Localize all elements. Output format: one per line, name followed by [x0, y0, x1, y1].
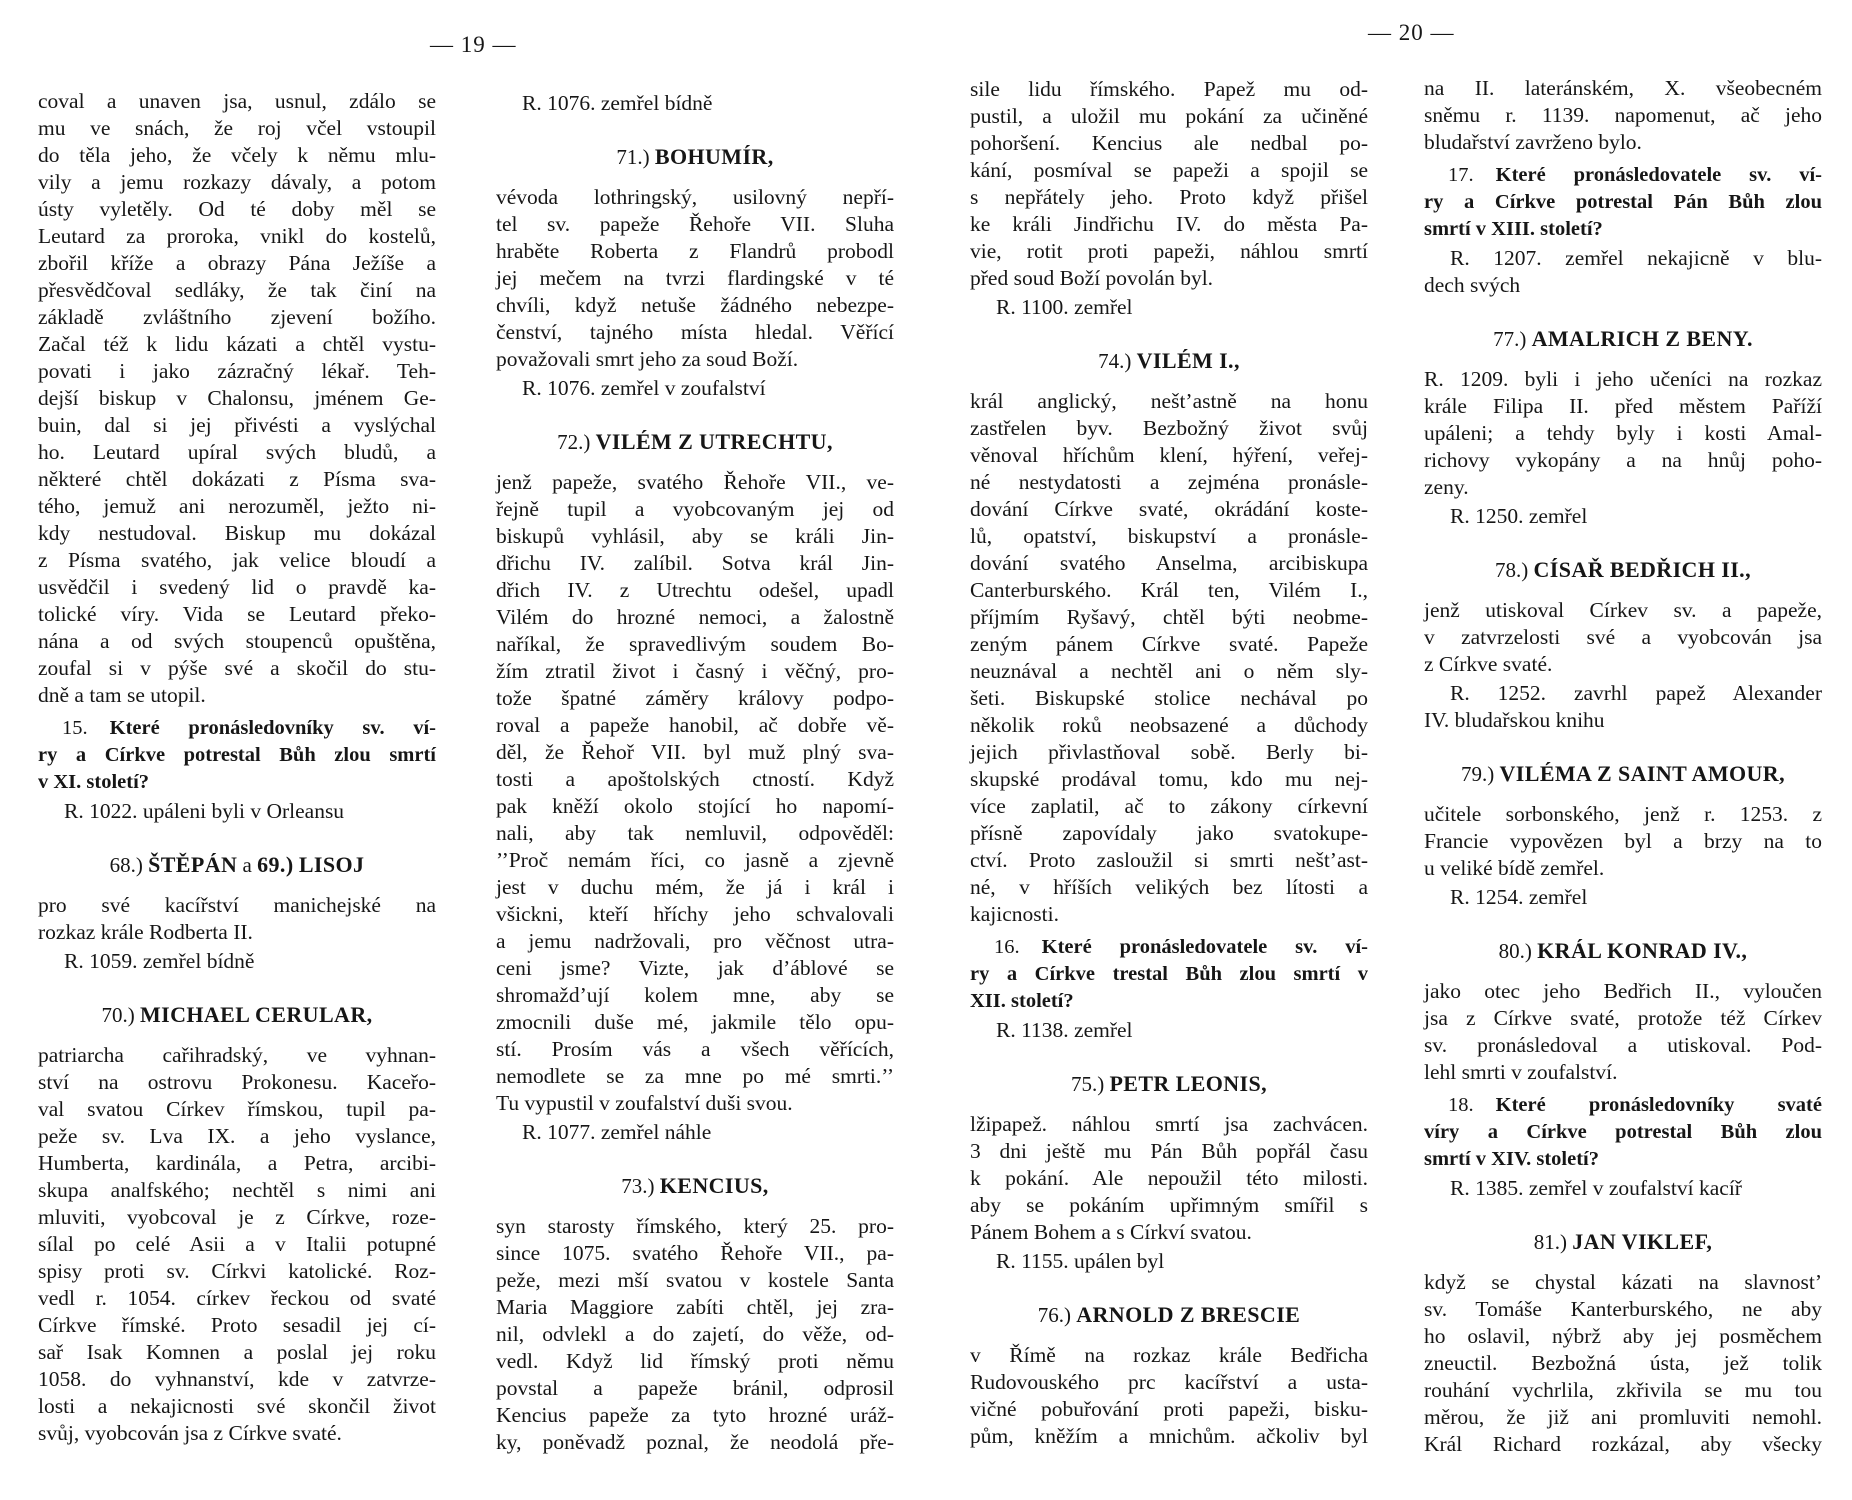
- text-line: jsa z Církve svaté, protože též Církev: [1424, 1006, 1822, 1030]
- entry-name: VILÉMA Z SAINT AMOUR,: [1499, 761, 1785, 786]
- paragraph: [496, 1213, 894, 1456]
- text-line: Začal též k lidu kázati a chtěl vystu-: [38, 332, 436, 356]
- text-line: IV. bludařskou knihu: [1424, 708, 1605, 732]
- text-line: zoufal si v pýše své a skočil do stu-: [38, 656, 436, 680]
- text-line: dřichu IV. zalíbil. Sotva král Jin-: [496, 551, 894, 575]
- text-line: né nestydatosti a zejména pronásle-: [970, 470, 1368, 494]
- text-line: coval a unaven jsa, usnul, zdálo se: [38, 89, 436, 113]
- text-line: nána a od svých stoupenců opuštěna,: [38, 629, 436, 653]
- entry-number: 73.): [621, 1174, 655, 1198]
- text-line: [38, 715, 436, 742]
- text-line: R. 1022. upáleni byli v Orleansu: [64, 799, 345, 823]
- entry-heading: [1424, 556, 1822, 583]
- text-line: Tu vypustil v zoufalství duši svou.: [496, 1091, 793, 1115]
- entry-heading: [1424, 760, 1822, 787]
- column-2: [496, 88, 894, 1456]
- text-line: Král Richard rozkázal, aby všecky: [1424, 1432, 1822, 1456]
- text-line: spisy proti sv. Církvi katolické. Roz-: [38, 1259, 436, 1283]
- entry-number: 79.): [1461, 762, 1495, 786]
- text-line: kajicnosti.: [970, 902, 1059, 926]
- text-line: since 1075. svatého Řehoře VII., pa-: [496, 1241, 894, 1265]
- text-line: sílal po celé Asii a v Italii potupné: [38, 1232, 436, 1256]
- text-line: a jemu nadržovali, pro věčnost utra-: [496, 929, 894, 953]
- answer: [1424, 245, 1822, 299]
- text-line: shromažd’ují kolem mne, aby se: [496, 983, 894, 1007]
- text-line: rozkaz krále Rodberta II.: [38, 920, 253, 944]
- text-line: když se chystal kázati na slavnost’: [1424, 1270, 1822, 1294]
- text-line: R. 1100. zemřel: [996, 295, 1133, 319]
- text-line: ry a Církve potrestal Bůh zlou smrtí: [38, 744, 436, 766]
- text-line: tolické víry. Vida se Leutard překo-: [38, 602, 436, 626]
- entry-name: VILÉM Z UTRECHTU,: [595, 429, 833, 454]
- question: [1424, 162, 1822, 243]
- paragraph: [38, 892, 436, 946]
- entry-heading: [496, 1172, 894, 1199]
- text-line: pům, kněžím a mnichům. ačkoliv byl: [970, 1424, 1368, 1448]
- question: [38, 715, 436, 796]
- text-line: né, v hříších velikých bez lítosti a: [970, 875, 1368, 899]
- text-line: tosti a apoštolských ctností. Když: [496, 767, 894, 791]
- text-line: R. 1138. zemřel: [996, 1018, 1133, 1042]
- answer: [970, 294, 1368, 321]
- text-line: tého, jemuž ani nerozuměl, ježto ni-: [38, 494, 436, 518]
- text-line: ústy vyletěly. Od té doby měl se: [38, 197, 436, 221]
- text-line: vedl. Když lid římský proti němu: [496, 1349, 894, 1373]
- text-line: v Římě na rozkaz krále Bedřicha: [970, 1343, 1368, 1367]
- text-line: losti a nekajicnosti své skončil život: [38, 1394, 436, 1418]
- text-line: věnoval hříchům klení, hýření, veřej-: [970, 443, 1368, 467]
- answer: [496, 1119, 894, 1146]
- text-line: dřich IV. z Utrechtu odešel, upadl: [496, 578, 894, 602]
- text-line: upáleni; a tehdy byly i kosti Amal-: [1424, 421, 1822, 445]
- entry-number: 69.): [257, 852, 294, 877]
- text-line: nali, aby tak nemluvil, odpověděl:: [496, 821, 894, 845]
- text-line: nil, odvlekl a do zajetí, do věže, od-: [496, 1322, 894, 1346]
- entry-heading: [970, 1070, 1368, 1097]
- question: [970, 934, 1368, 1015]
- text-line: zeny.: [1424, 475, 1469, 499]
- entry-number: 75.): [1070, 1072, 1105, 1096]
- text-line: děl, že Řehoř VII. byl muž plný sva-: [496, 740, 894, 764]
- entry-name: KRÁL KONRAD IV.,: [1537, 938, 1748, 963]
- answer: [970, 1248, 1368, 1275]
- question-text: Které pronásledovníky svaté: [1495, 1094, 1822, 1116]
- text-line: pustil, a uložil mu pokání za učiněné: [970, 104, 1368, 128]
- paragraph: [970, 388, 1368, 928]
- text-line: richovy vykopány a na hnůj poho-: [1424, 448, 1822, 472]
- text-line: skupské prodával tomu, kdo mu nej-: [970, 767, 1368, 791]
- text-line: více zaplatil, ač to zákony církevní: [970, 794, 1368, 818]
- text-line: peže, mezi mší svatou v kostele Santa: [496, 1268, 894, 1292]
- text-line: lžipapež. náhlou smrtí jsa zachvácen.: [970, 1112, 1368, 1136]
- text-line: jenž utiskoval Církev sv. a papeže,: [1424, 598, 1822, 622]
- text-line: ho oslavil, nýbrž aby jej posměchem: [1424, 1324, 1822, 1348]
- text-line: vičné pobuřování proti papeži, bisku-: [970, 1397, 1368, 1421]
- text-line: zmocnili duše mé, jakmile tělo opu-: [496, 1010, 894, 1034]
- question: [1424, 1092, 1822, 1173]
- text-line: stí. Prosím vás a všech věřících,: [496, 1037, 894, 1061]
- text-line: víry a Církve potrestal Bůh zlou: [1424, 1121, 1822, 1143]
- entry-heading: [496, 428, 894, 455]
- paragraph: [1424, 597, 1822, 678]
- entry-number: 74.): [1098, 349, 1132, 373]
- entry-heading: [1424, 937, 1822, 964]
- paragraph: [970, 76, 1368, 292]
- text-line: dování svatého Anselma, arcibiskupa: [970, 551, 1368, 575]
- text-line: R. 1385. zemřel v zoufalství kacíř: [1450, 1176, 1742, 1200]
- text-line: vedl r. 1054. církev řeckou od svaté: [38, 1286, 436, 1310]
- text-line: dejší biskup v Chalonsu, jménem Ge-: [38, 386, 436, 410]
- text-line: zneuctil. Bezbožná ústa, jež tolik: [1424, 1351, 1822, 1375]
- text-line: hraběte Roberta z Flandrů probodl: [496, 239, 894, 263]
- entry-name: KENCIUS,: [659, 1173, 769, 1198]
- text-line: naříkal, že spravedlivým soudem Bo-: [496, 632, 894, 656]
- text-line: ’’Proč nemám říci, co jasně a zjevně: [496, 848, 894, 872]
- text-line: krále Filipa II. před městem Paříží: [1424, 394, 1822, 418]
- text-line: smrtí v XIII. století?: [1424, 218, 1603, 240]
- text-line: ství na ostrovu Prokonesu. Kaceřo-: [38, 1070, 436, 1094]
- text-line: vévoda lothringský, usilovný nepří-: [496, 185, 894, 209]
- text-line: s nepřátely jeho. Proto když přišel: [970, 185, 1368, 209]
- text-line: Leutard za proroka, vnikl do kostelů,: [38, 224, 436, 248]
- answer: [1424, 884, 1822, 911]
- entry-number: 72.): [557, 430, 591, 454]
- entry-number: 80.): [1498, 939, 1532, 963]
- text-line: tože špatné záměry královy podpo-: [496, 686, 894, 710]
- text-line: tel sv. papeže Řehoře VII. Sluha: [496, 212, 894, 236]
- text-line: Rudovouského prc kacířství a usta-: [970, 1370, 1368, 1394]
- paragraph: [1424, 75, 1822, 156]
- text-line: sněmu r. 1139. napomenut, ač jeho: [1424, 103, 1822, 127]
- text-line: u veliké bídě zemřel.: [1424, 856, 1605, 880]
- text-line: z Písma svatého, jak velice bloudí a: [38, 548, 436, 572]
- text-line: všickni, kteří hříchy jeho schvalovali: [496, 902, 894, 926]
- text-line: základě zvláštního zjevení božího.: [38, 305, 436, 329]
- text-line: na II. lateránském, X. všeobecném: [1424, 76, 1822, 100]
- paragraph: [1424, 1269, 1822, 1458]
- entry-heading: [38, 851, 436, 878]
- text-line: Pánem Bohem a s Církví svatou.: [970, 1220, 1252, 1244]
- text-line: jest v duchu mém, že já i král i: [496, 875, 894, 899]
- question-number: 18.: [1448, 1094, 1474, 1116]
- text-line: povati i jako zázračný lékař. Teh-: [38, 359, 436, 383]
- text-line: [1424, 1092, 1822, 1119]
- entry-number: 78.): [1495, 558, 1529, 582]
- column-4: [1424, 75, 1822, 1458]
- text-line: sv. Tomáše Kanterburského, ne aby: [1424, 1297, 1822, 1321]
- text-line: usvědčil i svedený lid o pravdě ka-: [38, 575, 436, 599]
- text-line: jako otec jeho Bedřich II., vyloučen: [1424, 979, 1822, 1003]
- text-line: jej mečem na tvrzi flardingské v té: [496, 266, 894, 290]
- text-line: povstal a papeže bránil, odprosil: [496, 1376, 894, 1400]
- text-line: před soud Boží povolán byl.: [970, 266, 1214, 290]
- paragraph: [38, 1042, 436, 1447]
- question-text: Které pronásledovatele sv. ví-: [1495, 164, 1822, 186]
- text-line: smrtí v XIV. století?: [1424, 1148, 1599, 1170]
- text-line: R. 1209. byli i jeho učeníci na rozkaz: [1424, 367, 1822, 391]
- text-line: Maria Maggiore zabíti chtěl, jej zra-: [496, 1295, 894, 1319]
- text-line: král anglický, nešt’astně na honu: [970, 389, 1368, 413]
- entry-number: 71.): [616, 145, 650, 169]
- text-line: biskupů vyhlásil, aby se králi Jin-: [496, 524, 894, 548]
- text-line: R. 1076. zemřel v zoufalství: [522, 376, 766, 400]
- entry-name: MICHAEL CERULAR,: [139, 1002, 373, 1027]
- text-line: k pokání. Ale nepoužil této milosti.: [970, 1166, 1368, 1190]
- text-line: přesvědčoval sedláky, že tak činí na: [38, 278, 436, 302]
- text-line: dech svých: [1424, 273, 1521, 297]
- text-line: kdy nestudoval. Biskup mu dokázal: [38, 521, 436, 545]
- text-line: R. 1207. zemřel nekajicně v blu-: [1450, 246, 1822, 270]
- text-line: přísně zapovídaly jako svatokupe-: [970, 821, 1368, 845]
- text-line: R. 1077. zemřel náhle: [522, 1120, 712, 1144]
- entry-name: LISOJ: [298, 852, 365, 877]
- text-line: v zatvrzelosti své a vyobcován jsa: [1424, 625, 1822, 649]
- text-line: dování Církve svaté, okrádání koste-: [970, 497, 1368, 521]
- text-line: R. 1250. zemřel: [1450, 504, 1588, 528]
- paragraph: [496, 184, 894, 373]
- text-line: Humberta, kardinála, a Petra, arcibi-: [38, 1151, 436, 1175]
- text-line: peže sv. Lva IX. a jeho vyslance,: [38, 1124, 436, 1148]
- answer: [496, 375, 894, 402]
- text-line: ceni jsme? Vizte, jak d’áblové se: [496, 956, 894, 980]
- entry-name: ŠTĚPÁN: [148, 852, 238, 877]
- text-line: příjmím Ryšavý, chtěl býti neobme-: [970, 605, 1368, 629]
- text-line: ry a Církve potrestal Pán Bůh zlou: [1424, 191, 1822, 213]
- entry-heading: [38, 1001, 436, 1028]
- text-line: Francie vypovězen byl a brzy na to: [1424, 829, 1822, 853]
- text-line: XII. století?: [970, 990, 1074, 1012]
- paragraph: [496, 469, 894, 1117]
- text-line: buin, dal si jej přivésti a vyslýchal: [38, 413, 436, 437]
- text-line: sv. pronásledoval a utiskoval. Pod-: [1424, 1033, 1822, 1057]
- entry-name: AMALRICH Z BENY.: [1531, 326, 1753, 351]
- paragraph: [38, 88, 436, 709]
- text-line: pro své kacířství manichejské na: [38, 893, 436, 917]
- text-line: bludařství zavrženo bylo.: [1424, 130, 1642, 154]
- text-line: roval a papeže hanobil, ač dobře vě-: [496, 713, 894, 737]
- paragraph: [970, 1342, 1368, 1450]
- text-line: vie, rotit proti papeži, náhlou smrtí: [970, 239, 1368, 263]
- entry-number: 81.): [1533, 1230, 1567, 1254]
- paragraph: [1424, 366, 1822, 501]
- entry-name: JAN VIKLEF,: [1572, 1229, 1713, 1254]
- question-number: 15.: [62, 717, 88, 739]
- text-line: několik roků neobsazené a důchody: [970, 713, 1368, 737]
- answer: [496, 90, 894, 117]
- text-line: ry a Církve trestal Bůh zlou smrtí v: [970, 963, 1368, 985]
- answer: [1424, 503, 1822, 530]
- text-line: Kencius papeže za tyto hrozné uráž-: [496, 1403, 894, 1427]
- text-line: jenž papeže, svatého Řehoře VII., ve-: [496, 470, 894, 494]
- text-line: R. 1059. zemřel bídně: [64, 949, 255, 973]
- text-line: R. 1252. zavrhl papež Alexander: [1450, 681, 1822, 705]
- answer: [970, 1017, 1368, 1044]
- text-line: jejich přivlastňoval sobě. Berly bi-: [970, 740, 1368, 764]
- text-line: zastřelen byv. Bezbožný život svůj: [970, 416, 1368, 440]
- entry-heading: [970, 1301, 1368, 1328]
- text-line: některé chtěl dokázati z Písma sva-: [38, 467, 436, 491]
- entry-name: VILÉM I.,: [1136, 348, 1240, 373]
- entry-heading: [496, 143, 894, 170]
- paragraph: [970, 1111, 1368, 1246]
- text-line: měrou, že již ani promluviti nemohl.: [1424, 1405, 1822, 1429]
- answer: [38, 798, 436, 825]
- question-number: 16.: [994, 936, 1020, 958]
- entry-name: CÍSAŘ BEDŘICH II.,: [1533, 557, 1751, 582]
- text-line: považovali smrt jeho za soud Boží.: [496, 347, 799, 371]
- text-line: ctví. Proto zasloužil si smrti nešt’ast-: [970, 848, 1368, 872]
- text-line: Vilém do hrozné nemoci, a žalostně: [496, 605, 894, 629]
- paragraph: [1424, 801, 1822, 882]
- column-1: [38, 88, 436, 1447]
- text-line: Canterburského. Král ten, Vilém I.,: [970, 578, 1368, 602]
- text-line: sile lidu římského. Papež mu od-: [970, 77, 1368, 101]
- text-line: učitele sorbonského, jenž r. 1253. z: [1424, 802, 1822, 826]
- page-number-left: — 19 —: [430, 32, 517, 57]
- text-line: lů, opatství, biskupství a pronásle-: [970, 524, 1368, 548]
- text-line: aby se pokáním upřimným smířil s: [970, 1193, 1368, 1217]
- text-line: vily a jemu rozkazy dávaly, a potom: [38, 170, 436, 194]
- text-line: zeným pánem Církve svaté. Papeže: [970, 632, 1368, 656]
- text-line: šeti. Biskupské stolice nechával po: [970, 686, 1368, 710]
- text-line: mluviti, vyobcoval je z Církve, roze-: [38, 1205, 436, 1229]
- text-line: 3 dni ještě mu Pán Bůh popřál času: [970, 1139, 1368, 1163]
- entry-heading: [970, 347, 1368, 374]
- text-line: val svatou Církev římskou, tupil pa-: [38, 1097, 436, 1121]
- entry-number: 68.): [109, 853, 143, 877]
- text-line: dně a tam se utopil.: [38, 683, 206, 707]
- text-line: R. 1254. zemřel: [1450, 885, 1588, 909]
- entry-name: PETR LEONIS,: [1109, 1071, 1268, 1096]
- question-text: Které pronásledovatele sv. ví-: [1041, 936, 1368, 958]
- entry-number: 77.): [1493, 327, 1527, 351]
- text-line: chvíli, když netuše žádného nebezpe-: [496, 293, 894, 317]
- text-line: pak kněží okolo stojící ho napomí-: [496, 794, 894, 818]
- text-line: řejně tupil a vyobcovaným jej od: [496, 497, 894, 521]
- page-number-right: — 20 —: [1368, 20, 1455, 45]
- entry-name: ARNOLD Z BRESCIE: [1076, 1302, 1301, 1327]
- text-line: patriarcha cařihradský, ve vyhnan-: [38, 1043, 436, 1067]
- answer: [1424, 1175, 1822, 1202]
- text-line: zbořil kříže a obrazy Pána Ježíše a: [38, 251, 436, 275]
- entry-name: BOHUMÍR,: [654, 144, 774, 169]
- entry-heading: [1424, 1228, 1822, 1255]
- text-line: z Církve svaté.: [1424, 652, 1553, 676]
- text-line: ky, poněvadž poznal, že neodolá pře-: [496, 1430, 894, 1454]
- text-line: lehl smrti v zoufalství.: [1424, 1060, 1618, 1084]
- answer: [1424, 680, 1822, 734]
- text-line: Církve římské. Proto sesadil jej cí-: [38, 1313, 436, 1337]
- text-line: rouhání vychrlila, zkřivila se mu tou: [1424, 1378, 1822, 1402]
- text-line: do těla jeho, že včely k němu mlu-: [38, 143, 436, 167]
- text-line: v XI. století?: [38, 771, 150, 793]
- text-line: mu ve snách, že roj včel vstoupil: [38, 116, 436, 140]
- question-number: 17.: [1448, 164, 1474, 186]
- text-line: nemodlete se za mne po mé smrti.’’: [496, 1064, 894, 1088]
- text-line: R. 1076. zemřel bídně: [522, 91, 713, 115]
- text-line: neuznával a nechtěl ani o něm sly-: [970, 659, 1368, 683]
- entry-number: 70.): [101, 1003, 135, 1027]
- paragraph: [1424, 978, 1822, 1086]
- text-line: skupa analfského; nechtěl s nimi ani: [38, 1178, 436, 1202]
- text-line: kání, posmíval se papeži a spojil se: [970, 158, 1368, 182]
- text-line: [1424, 162, 1822, 189]
- text-line: [970, 934, 1368, 961]
- text-line: žím ztratil život i časný i věčný, pro-: [496, 659, 894, 683]
- text-line: čenství, tajného místa hledal. Věřící: [496, 320, 894, 344]
- column-3: [970, 76, 1368, 1450]
- entry-number: 76.): [1037, 1303, 1071, 1327]
- text-line: ke králi Jindřichu IV. do města Pa-: [970, 212, 1368, 236]
- text-line: ho. Leutard upíral svých bludů, a: [38, 440, 436, 464]
- text-line: syn starosty římského, který 25. pro-: [496, 1214, 894, 1238]
- text-line: pohoršení. Kencius ale nedbal po-: [970, 131, 1368, 155]
- text-line: sař Isak Komnen a poslal jej roku: [38, 1340, 436, 1364]
- question-text: Které pronásledovníky sv. ví-: [109, 717, 436, 739]
- text-line: R. 1155. upálen byl: [996, 1249, 1165, 1273]
- heading-conjunction: a: [242, 853, 252, 877]
- text-line: svůj, vyobcován jsa z Církve svaté.: [38, 1421, 342, 1445]
- answer: [38, 948, 436, 975]
- entry-heading: [1424, 325, 1822, 352]
- text-line: 1058. do vyhnanství, kde v zatvrze-: [38, 1367, 436, 1391]
